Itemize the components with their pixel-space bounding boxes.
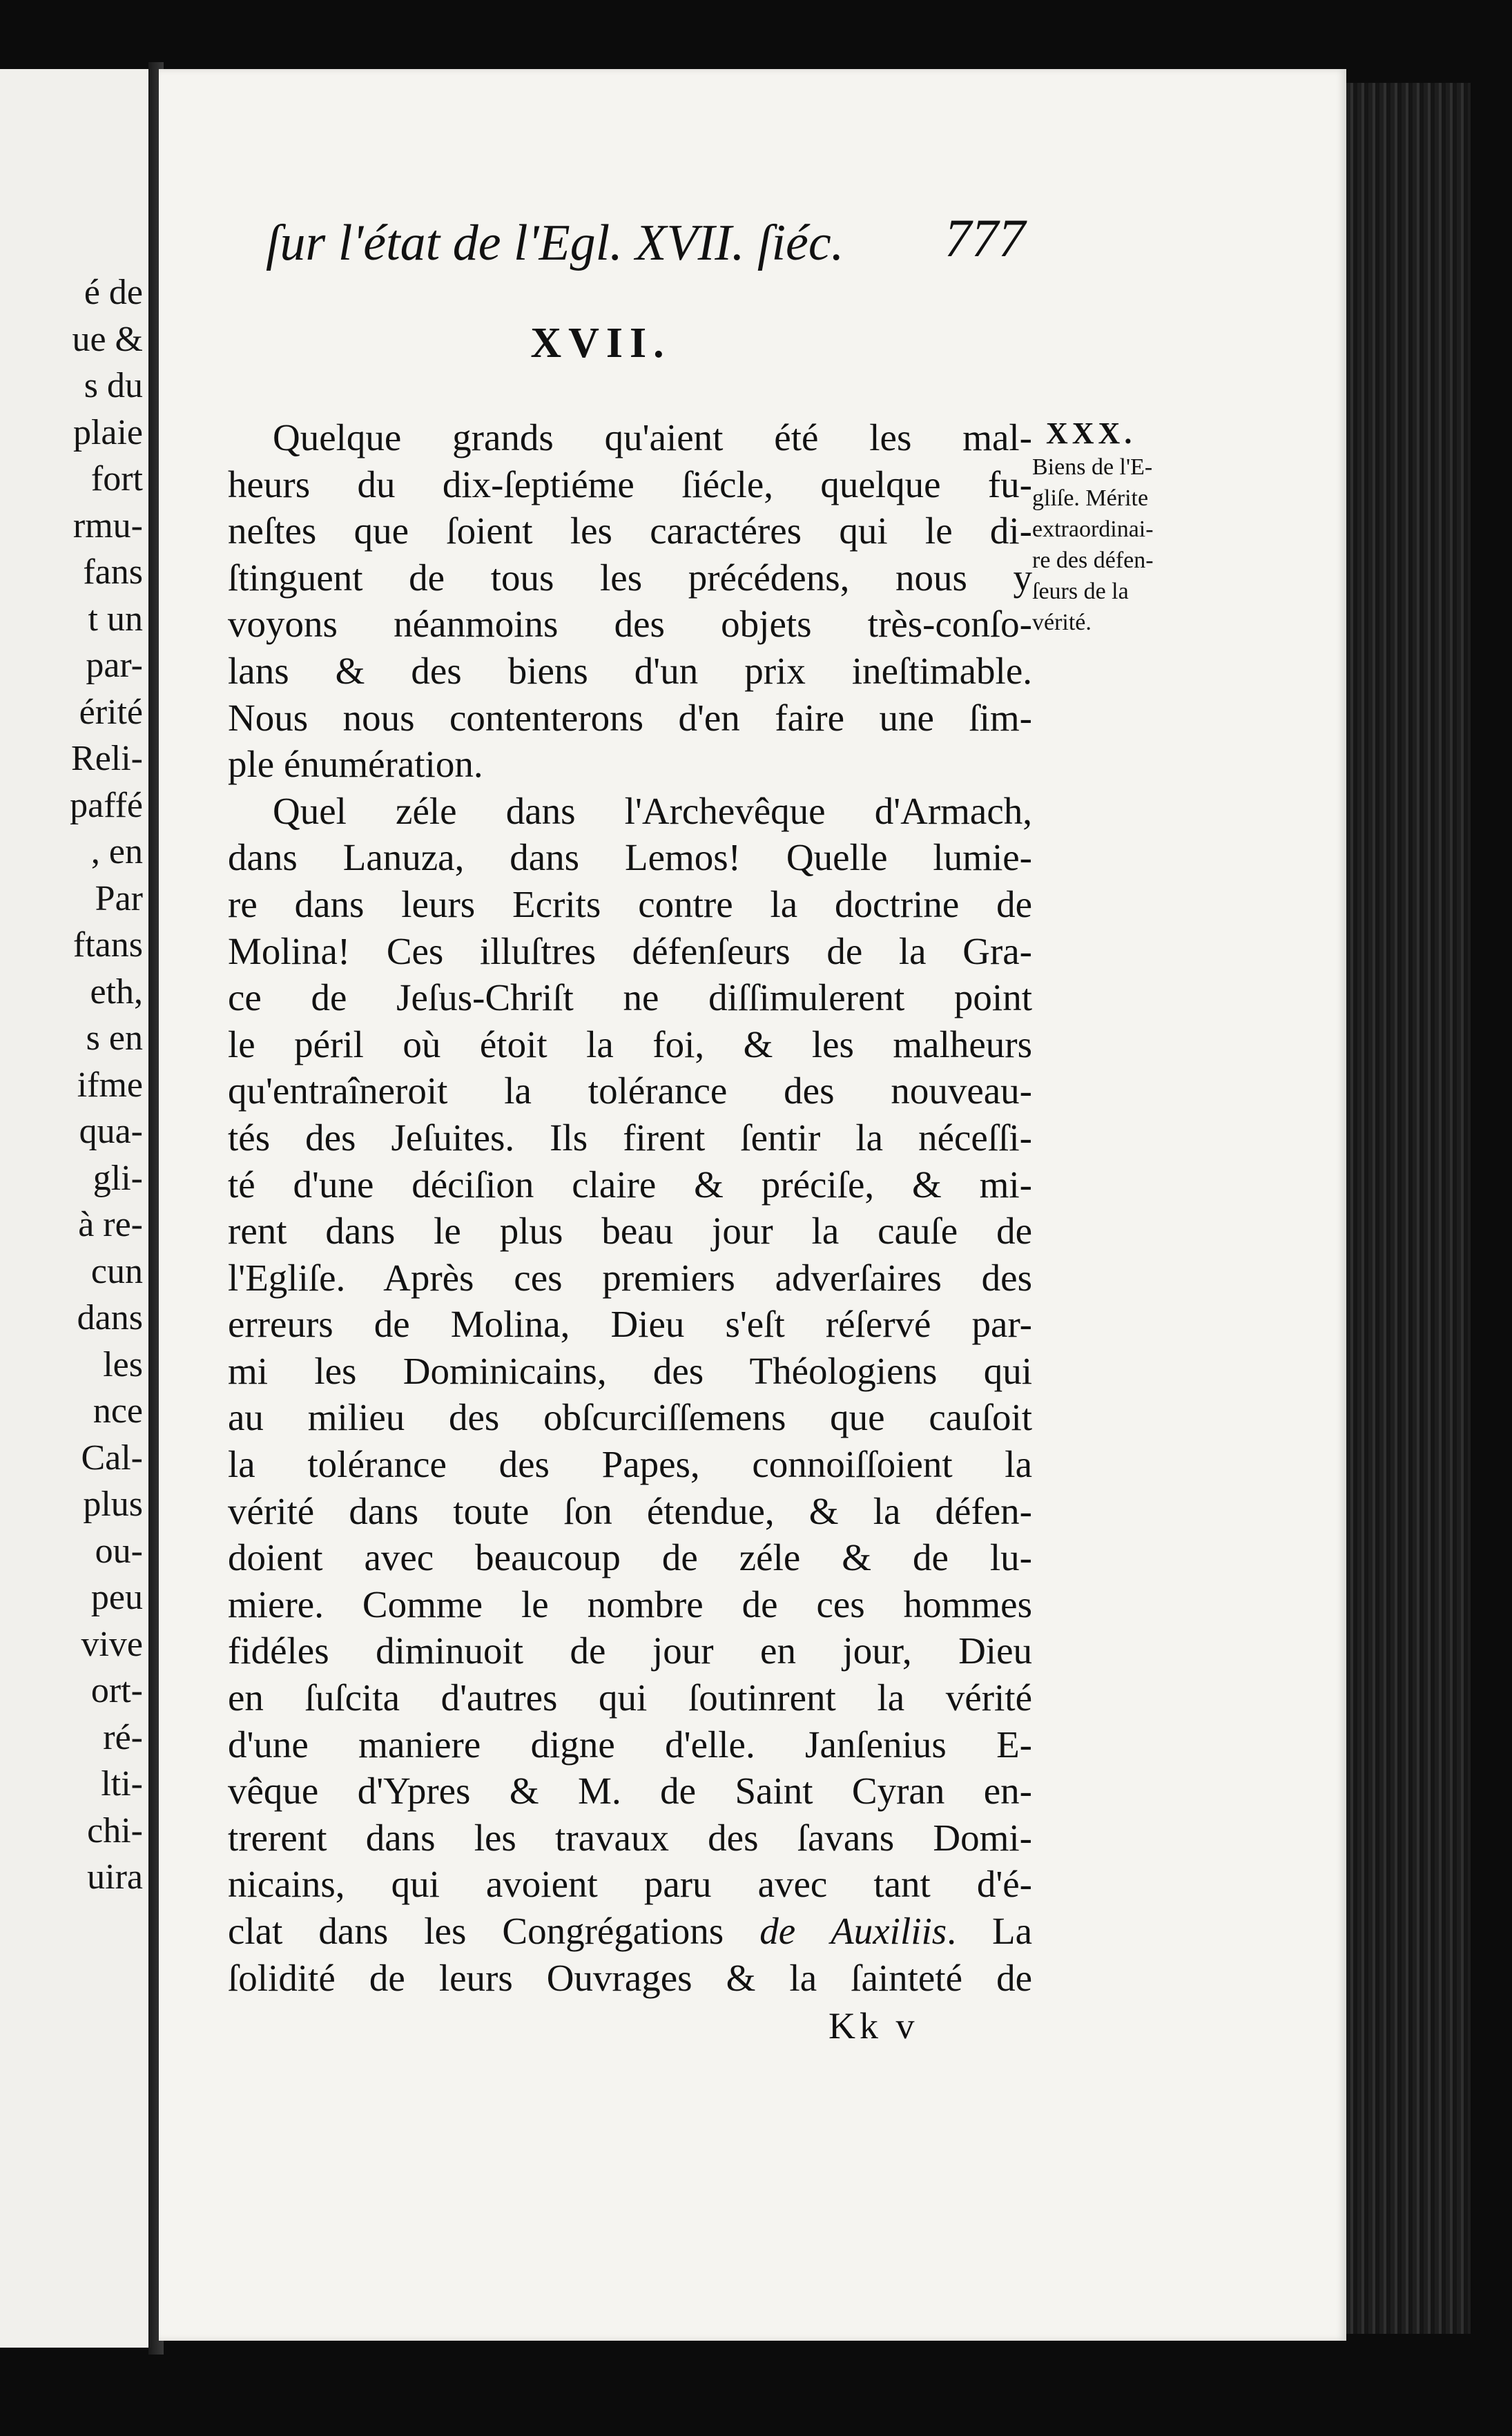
- facing-page-fragment: [0, 69, 148, 2348]
- text-line: erreurs de Molina, Dieu s'eſt réſervé par-: [228, 1303, 1032, 1346]
- text-line: vérité dans toute ſon étendue, & la défen-: [228, 1489, 1032, 1532]
- text-line: neſtes que ſoient les caractéres qui le di-: [228, 510, 1032, 552]
- facing-page-line: ftans: [72, 925, 143, 965]
- marginal-note-heading: XXX.: [1046, 416, 1136, 450]
- text-line: qu'entraîneroit la tolérance des nouveau-: [228, 1070, 1032, 1112]
- facing-page-line: ort-: [90, 1671, 143, 1710]
- facing-page-line: les: [103, 1344, 143, 1384]
- marginal-note-line: Biens de l'E-: [1032, 454, 1153, 480]
- text-line: dans Lanuza, dans Lemos! Quelle lumie-: [228, 836, 1032, 879]
- facing-page-line: Reli-: [71, 739, 143, 778]
- facing-page-line: paffé: [70, 785, 143, 825]
- text-line: Nous nous contenterons d'en faire une ſim-: [228, 696, 1032, 739]
- marginal-note-lines: [1032, 452, 1239, 638]
- facing-page-line: gli-: [93, 1158, 143, 1198]
- text-line: fidéles diminuoit de jour en jour, Dieu: [228, 1630, 1032, 1672]
- text-line: la tolérance des Papes, connoiſſoient la: [228, 1443, 1032, 1486]
- text-line: Molina! Ces illuſtres défenſeurs de la Gra-: [228, 929, 1032, 972]
- signature-mark: Kk v: [828, 2005, 919, 2047]
- text-line: té d'une déciſion claire & préciſe, & mi-: [228, 1163, 1032, 1206]
- facing-page-line: fort: [90, 459, 143, 499]
- text-line: trerent dans les travaux des ſavans Domi-: [228, 1816, 1032, 1859]
- marginal-note-line: ſeurs de la: [1032, 579, 1129, 604]
- text-line: ſolidité de leurs Ouvrages & la ſainteté de: [228, 1956, 1032, 1999]
- facing-page-line: ue &: [72, 319, 143, 359]
- text-line: lans & des biens d'un prix ineſtimable.: [228, 649, 1032, 692]
- facing-page-line: ifme: [77, 1065, 143, 1105]
- facing-page-line: s en: [86, 1018, 143, 1058]
- facing-page-line: érité: [79, 692, 143, 732]
- facing-page-line: cun: [90, 1251, 143, 1291]
- facing-page-line: chi-: [87, 1810, 143, 1850]
- marginal-note: [1032, 418, 1239, 638]
- text-line: vêque d'Ypres & M. de Saint Cyran en-: [228, 1770, 1032, 1812]
- facing-page-line: plaie: [72, 412, 143, 452]
- text-line: en ſuſcita d'autres qui ſoutinrent la vérité: [228, 1676, 1032, 1719]
- text-line: [228, 1908, 1032, 1955]
- marginal-note-line: re des défen-: [1032, 548, 1154, 573]
- marginal-note-line: extraordinai-: [1032, 516, 1154, 542]
- marginal-note-line: gliſe. Mérite: [1032, 485, 1149, 511]
- facing-page-line: nce: [93, 1391, 143, 1431]
- facing-page-line: vive: [81, 1624, 143, 1664]
- section-number: XVII.: [530, 320, 671, 367]
- text-line: l'Egliſe. Après ces premiers adverſaires des: [228, 1256, 1032, 1299]
- facing-page-line: peu: [90, 1578, 143, 1617]
- text-line: d'une maniere digne d'elle. Janſenius E-: [228, 1723, 1032, 1766]
- text-run: . La: [947, 1910, 1032, 1952]
- facing-page-line: t un: [88, 599, 143, 639]
- text-line: rent dans le plus beau jour la cauſe de: [228, 1210, 1032, 1253]
- text-line: re dans leurs Ecrits contre la doctrine de: [228, 882, 1032, 925]
- text-line: voyons néanmoins des objets très-conſo-: [228, 603, 1032, 646]
- facing-page-line: dans: [77, 1298, 143, 1337]
- text-line: tés des Jeſuites. Ils firent ſentir la néceſſi-: [228, 1116, 1032, 1159]
- facing-page-line: Par: [95, 878, 143, 918]
- facing-page-line: plus: [83, 1485, 143, 1524]
- facing-page-line: uira: [87, 1857, 143, 1897]
- text-line: Quelque grands qu'aient été les mal-: [273, 416, 1032, 458]
- facing-page-text: [70, 269, 143, 1901]
- text-line: nicains, qui avoient paru avec tant d'é-: [228, 1863, 1032, 1906]
- text-line: mi les Dominicains, des Théologiens qui: [228, 1349, 1032, 1392]
- running-head-title: ſur l'état de l'Egl. XVII. ſiéc.: [266, 215, 844, 271]
- facing-page-line: ré-: [103, 1717, 143, 1757]
- facing-page-line: qua-: [79, 1112, 143, 1151]
- text-line: doient avec beaucoup de zéle & de lu-: [228, 1536, 1032, 1579]
- facing-page-line: fans: [83, 552, 143, 592]
- text-line: heurs du dix-ſeptiéme ſiécle, quelque fu-: [228, 463, 1032, 505]
- facing-page-line: é de: [84, 273, 143, 312]
- text-line: au milieu des obſcurciſſemens que cauſoit: [228, 1396, 1032, 1439]
- facing-page-line: ou-: [95, 1531, 143, 1571]
- text-line: miere. Comme le nombre de ces hommes: [228, 1583, 1032, 1625]
- text-line: Quel zéle dans l'Archevêque d'Armach,: [273, 789, 1032, 832]
- facing-page-line: par-: [86, 646, 143, 685]
- page-edges: [1346, 83, 1471, 2334]
- facing-page-line: rmu-: [72, 505, 143, 545]
- running-head: [266, 207, 1025, 283]
- body-text: [228, 414, 1032, 2001]
- facing-page-line: à re-: [78, 1205, 143, 1244]
- facing-page-line: Cal-: [81, 1438, 143, 1478]
- text-line: le péril où étoit la foi, & les malheurs: [228, 1023, 1032, 1065]
- text-line: ple énumération.: [228, 743, 483, 786]
- page-number: 777: [944, 208, 1025, 268]
- italic-title: de Auxiliis: [759, 1910, 947, 1952]
- facing-page-line: , en: [90, 832, 143, 871]
- text-line: ſtinguent de tous les précédens, nous y: [228, 556, 1032, 599]
- text-run: clat dans les Congrégations: [228, 1910, 760, 1952]
- text-line: ce de Jeſus-Chriſt ne diſſimulerent point: [228, 976, 1032, 1019]
- marginal-note-line: vérité.: [1032, 610, 1092, 635]
- facing-page-line: eth,: [90, 972, 143, 1012]
- facing-page-line: lti-: [101, 1764, 143, 1804]
- facing-page-line: s du: [84, 366, 143, 405]
